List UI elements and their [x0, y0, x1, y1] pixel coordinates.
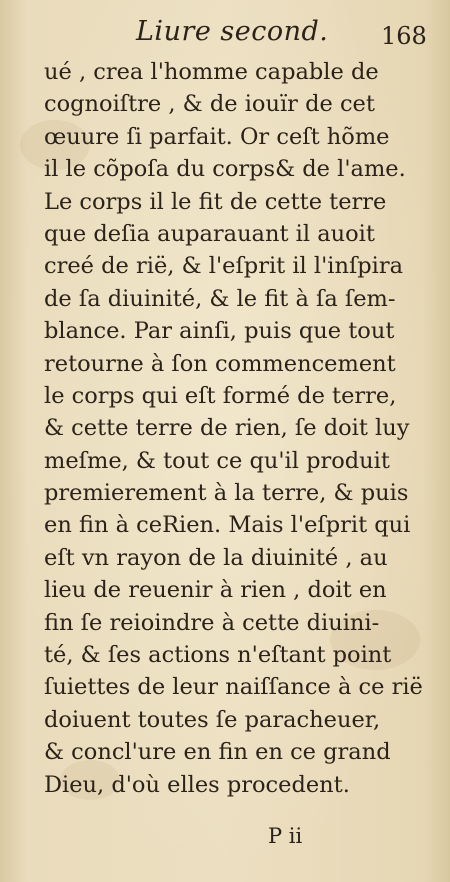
page-header — [0, 12, 450, 52]
text-line: Dieu, d'où elles procedent. — [44, 771, 350, 798]
text-line: lieu de reuenir à rien , doit en — [44, 577, 387, 604]
text-line: de ſa diuinité, & le fit à ſa ſem- — [44, 285, 396, 312]
text-line: en fin à ceRien. Mais l'eſprit qui — [44, 512, 411, 539]
page-number: 168 — [381, 22, 427, 50]
text-line: té, & ſes actions n'eſtant point — [44, 642, 392, 669]
text-line: Le corps il le fit de cette terre — [44, 188, 387, 215]
text-line: doiuent toutes ſe paracheuer, — [44, 706, 381, 733]
text-line: ué , crea l'homme capable de — [44, 59, 379, 85]
text-line: & cette terre de rien, ſe doit luy — [44, 415, 410, 442]
body-text — [44, 56, 424, 801]
text-line: blance. Par ainſi, puis que tout — [44, 318, 395, 345]
text-line: fin ſe reioindre à cette diuini- — [44, 609, 380, 636]
running-head: Liure second. — [136, 16, 329, 47]
text-line: œuure ſi parfait. Or ceſt hõme — [44, 123, 390, 150]
text-line: le corps qui eſt formé de terre, — [44, 382, 397, 409]
text-line: ſuiettes de leur naiſſance à ce rië — [44, 674, 423, 701]
text-line: premierement à la terre, & puis — [44, 480, 409, 507]
text-line: retourne à ſon commencement — [44, 350, 396, 377]
text-line: eſt vn rayon de la diuinité , au — [44, 544, 388, 571]
text-line: creé de rië, & l'eſprit il l'inſpira — [44, 253, 404, 280]
text-line: que deſia auparauant il auoit — [44, 220, 375, 247]
text-line: & concl'ure en fin en ce grand — [44, 739, 391, 766]
text-line: cognoiſtre , & de iouïr de cet — [44, 91, 375, 118]
signature-mark: P ii — [268, 824, 303, 848]
text-line: il le cõpoſa du corps& de l'ame. — [44, 156, 406, 183]
text-line: meſme, & tout ce qu'il produit — [44, 447, 390, 474]
